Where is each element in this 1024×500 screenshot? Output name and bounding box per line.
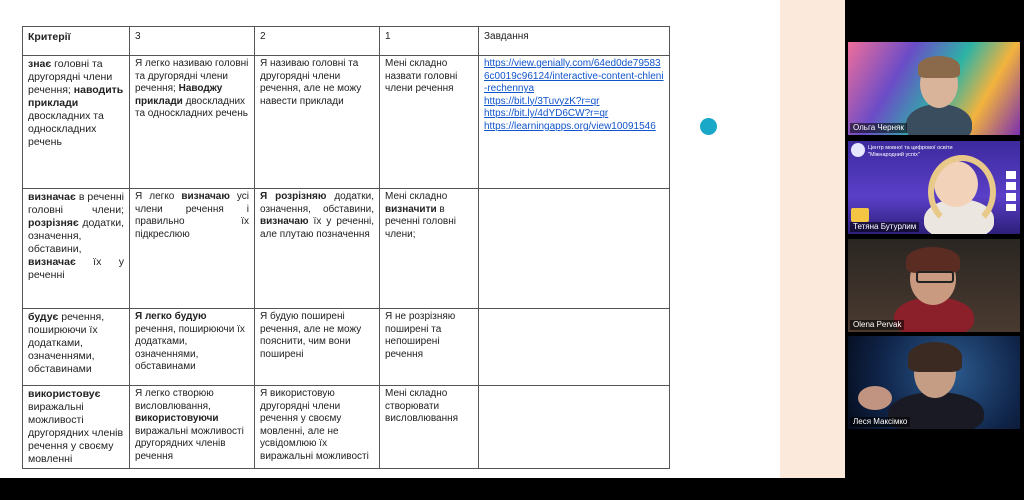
participant-name: Olena Pervak: [850, 320, 904, 330]
plain-text: Мені складно створювати висловлювання: [385, 388, 459, 424]
genially-link[interactable]: https://view.genially.com/64ed0de795836c0019c96124/interactive-content-chleni-rechennya: [484, 58, 664, 94]
center-banner: Центр мовної та цифрової освіти "Міжнародний успіх": [868, 145, 953, 158]
table-header-row: [23, 27, 670, 56]
pointer-dot: [700, 118, 717, 135]
rich-text: [260, 191, 374, 240]
table-row: [23, 56, 670, 189]
participant-name: Ольга Черняк: [850, 123, 907, 133]
glasses-icon: [916, 271, 954, 283]
plain-text: головні та другорядні члени речення;: [28, 58, 113, 96]
plain-text: виражальні можливості другорядних членів речення: [135, 425, 244, 462]
participant-hair: [928, 155, 996, 229]
header-level-3: 3: [130, 27, 255, 56]
level-3-cell: [130, 309, 255, 386]
criteria-cell: [23, 386, 130, 469]
rich-text: [135, 58, 248, 119]
badge-icon: [851, 208, 869, 222]
rich-text: [28, 191, 124, 281]
qr-strip-icon: [1006, 171, 1016, 211]
slide-side-panel: [780, 0, 845, 478]
tasks-cell: [479, 189, 670, 309]
bold-text: наводить приклади: [28, 84, 124, 109]
bold-text: визначає: [28, 256, 76, 268]
criteria-table: [22, 26, 670, 469]
rich-text: [385, 388, 458, 424]
plain-text: виражальні можливості другорядних членів речення у своєму мовленні: [28, 401, 124, 465]
bold-text: використовуючи: [135, 413, 219, 424]
plain-text: їх у реченні: [28, 256, 124, 281]
plain-text: речення, поширюючи їх додатками, означеннями, обставинами: [28, 311, 105, 375]
level-2-cell: [255, 386, 380, 469]
rich-text: [135, 191, 249, 240]
plain-text: двоскладних та односкладних речень: [135, 95, 248, 119]
criteria-cell: [23, 309, 130, 386]
level-3-cell: [130, 56, 255, 189]
bold-text: визначити: [385, 203, 437, 215]
rich-text: [260, 58, 361, 107]
plain-text: Я називаю головні та другорядні члени речення, але не можу навести приклади: [260, 58, 362, 107]
bitly-link-2[interactable]: https://bit.ly/4dYD6CW?r=qr: [484, 108, 609, 119]
plain-text: Я легко: [135, 191, 182, 202]
rich-text: [385, 58, 457, 94]
plain-text: Я будую поширені речення, але не можу пояснити, чим вони поширені: [260, 311, 362, 360]
table-row: [23, 386, 670, 469]
rich-text: [385, 191, 456, 240]
level-2-cell: [255, 189, 380, 309]
level-3-cell: [130, 386, 255, 469]
participant-video-4[interactable]: [848, 336, 1020, 429]
level-2-cell: [255, 309, 380, 386]
plain-text: Я легко називаю головні та другорядні члени речення;: [135, 58, 249, 94]
center-logo-icon: [851, 143, 865, 157]
bitly-link-1[interactable]: https://bit.ly/3TuvyzK?r=qr: [484, 95, 600, 107]
criteria-cell: [23, 189, 130, 309]
plain-text: речення, поширюючи їх додатками, означеннями, обставинами: [135, 323, 245, 372]
level-2-cell: [255, 56, 380, 189]
rich-text: [28, 58, 123, 148]
table-row: [23, 189, 670, 309]
bold-text: будує: [28, 311, 59, 323]
header-level-2: 2: [255, 27, 380, 56]
bold-text: Я розрізняю: [260, 191, 327, 202]
plain-text: додатки, означення, обставини,: [260, 191, 374, 215]
level-1-cell: [380, 56, 479, 189]
participant-hair: [908, 342, 962, 372]
rich-text: [28, 311, 104, 375]
plain-text: в реченні головні члени;: [385, 203, 456, 240]
participant-video-1[interactable]: [848, 42, 1020, 135]
level-1-cell: [380, 386, 479, 469]
plain-text: двоскладних та односкладних речень: [28, 110, 104, 148]
plain-text: усі члени речення і правильно їх підкреслюю: [135, 191, 249, 240]
plain-text: Мені складно: [385, 191, 448, 202]
plain-text: додатки, означення, обставини,: [28, 217, 124, 255]
rich-text: [260, 311, 361, 360]
bold-text: Я легко будую: [135, 311, 207, 322]
plain-text: їх у реченні, але плутаю позначення: [260, 216, 374, 240]
learningapps-link[interactable]: https://learningapps.org/view10091546: [484, 120, 656, 132]
tasks-cell: [479, 309, 670, 386]
header-tasks: Завдання: [479, 27, 670, 56]
participant-hair: [906, 247, 960, 273]
rich-text: [260, 388, 369, 462]
level-1-cell: [380, 309, 479, 386]
bold-text: визначає: [28, 191, 76, 203]
bold-text: Наводжу приклади: [135, 83, 223, 107]
rich-text: [135, 311, 245, 372]
plain-text: Я легко створюю висловлювання,: [135, 388, 214, 412]
bold-text: визначаю: [181, 191, 230, 202]
level-3-cell: [130, 189, 255, 309]
plain-text: Мені складно назвати головні члени речення: [385, 58, 458, 94]
header-level-1: 1: [380, 27, 479, 56]
bold-text: розрізняє: [28, 217, 79, 229]
criteria-cell: [23, 56, 130, 189]
participant-name: Тетяна Бутурлим: [850, 222, 919, 232]
bold-text: визначаю: [260, 216, 309, 227]
participant-hand: [858, 386, 892, 410]
level-1-cell: [380, 189, 479, 309]
participant-video-2[interactable]: [848, 141, 1020, 234]
tasks-cell: [479, 56, 670, 189]
participant-silhouette: [906, 104, 972, 135]
table-row: [23, 309, 670, 386]
rich-text: [28, 388, 123, 465]
bold-text: знає: [28, 58, 52, 70]
rich-text: [135, 388, 244, 462]
participant-hair: [918, 56, 960, 78]
participant-video-3[interactable]: [848, 239, 1020, 332]
participant-name: Леся Максімко: [850, 417, 910, 427]
plain-text: в реченні головні члени;: [28, 191, 124, 216]
plain-text: Я не розрізняю поширені та непоширені речення: [385, 311, 456, 360]
rich-text: [385, 311, 455, 360]
bold-text: використовує: [28, 388, 101, 400]
plain-text: Я використовую другорядні члени речення у своєму мовленні, але не усвідомлюю їх виражальні можливості: [260, 388, 369, 462]
tasks-cell: [479, 386, 670, 469]
header-criteria: Критерії: [23, 27, 130, 56]
